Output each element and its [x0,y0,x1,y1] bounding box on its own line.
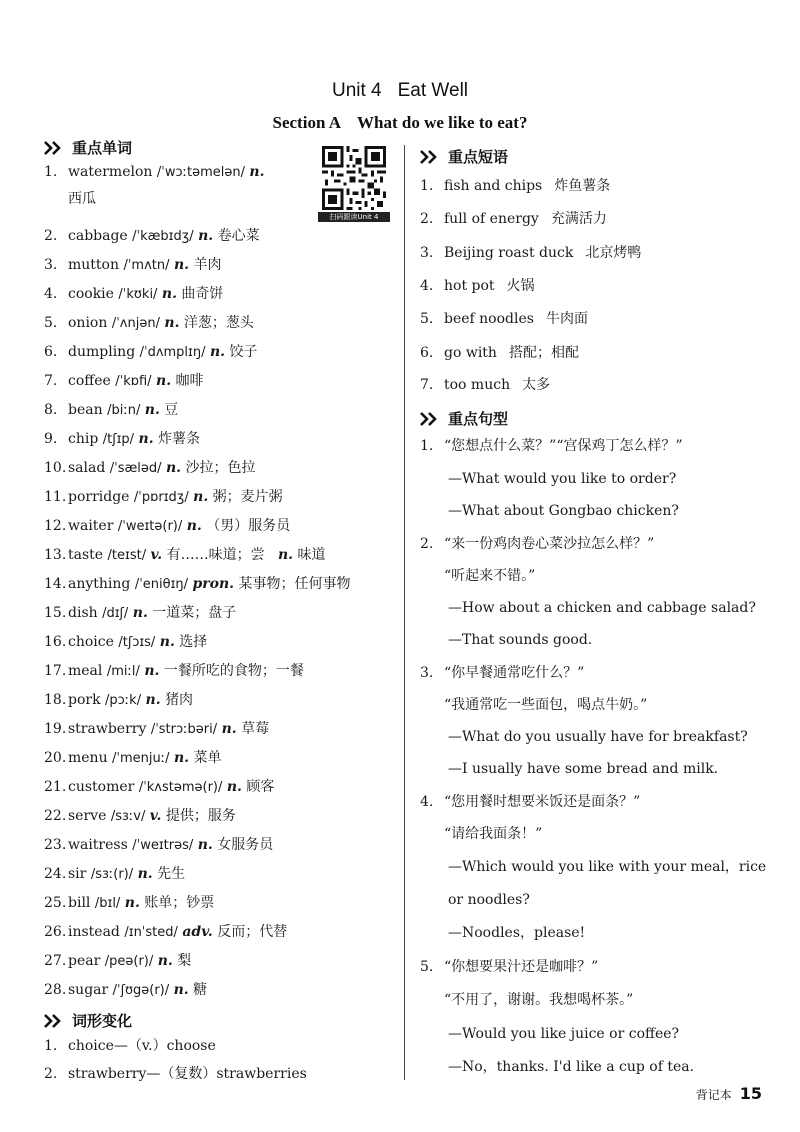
section-title [0,113,800,133]
qr-caption: 扫码跟读Unit 4 [318,212,390,222]
sentence-line: —Which would you like with your meal，rice [448,859,767,875]
section-label: Section A [272,113,341,132]
section-heading: What do we like to eat? [357,113,528,132]
phrase-item: 2. full of energy 充满活力 [420,211,607,227]
sentences-heading: 重点句型 [420,408,508,429]
vocab-item: 22. serve /sɜːv/ v. 提供；服务 [44,808,236,824]
vocab-item: 23. waitress /ˈweɪtrəs/ n. 女服务员 [44,837,274,853]
column-divider [404,145,405,1080]
vocab-item: 5. onion /ˈʌnjən/ n. 洋葱；葱头 [44,315,254,331]
vocab-item: 28. sugar /ˈʃʊgə(r)/ n. 糖 [44,982,208,998]
vocab-heading: 重点单词 [44,137,132,158]
sentence-line: —What would you like to order? [448,471,677,487]
footer-label: 背记本 [695,1088,732,1102]
phrase-item: 4. hot pot 火锅 [420,278,535,294]
page-footer [696,1084,762,1103]
double-chevron-icon [420,150,440,164]
sentence-line: —I usually have some bread and milk. [448,761,719,777]
phrase-item: 3. Beijing roast duck 北京烤鸭 [420,245,642,261]
sentence-item: 2. “来一份鸡肉卷心菜沙拉怎么样？” [420,536,655,552]
form-item: 2. strawberry—（复数）strawberries [44,1066,307,1082]
vocab-item: 3. mutton /ˈmʌtn/ n. 羊肉 [44,257,222,273]
sentence-line: —How about a chicken and cabbage salad? [448,600,756,616]
phrase-item: 7. too much 太多 [420,377,551,393]
sentence-item: 3. “你早餐通常吃什么？” [420,665,585,681]
vocab-item: 9. chip /tʃɪp/ n. 炸薯条 [44,431,201,447]
sentence-line: “请给我面条！” [444,826,543,842]
sentence-item: 5. “你想要果汁还是咖啡？” [420,959,599,975]
vocab-item: 11. porridge /ˈpɒrɪdʒ/ n. 粥；麦片粥 [44,489,283,505]
vocab-item: 1. watermelon /ˈwɔːtəmelən/ n. [44,164,265,180]
phrases-heading: 重点短语 [420,146,508,167]
vocab-item: 19. strawberry /ˈstrɔːbəri/ n. 草莓 [44,721,270,737]
sentence-item: 4. “您用餐时想要米饭还是面条？” [420,794,641,810]
phrase-item: 1. fish and chips 炸鱼薯条 [420,178,611,194]
vocab-item: 6. dumpling /ˈdʌmplɪŋ/ n. 饺子 [44,344,258,360]
sentence-line: “我通常吃一些面包，喝点牛奶。” [444,697,648,713]
vocab-item: 10. salad /ˈsæləd/ n. 沙拉；色拉 [44,460,256,476]
sentence-line: or noodles? [448,892,530,908]
sentence-line: —What about Gongbao chicken? [448,503,679,519]
vocab-item: 4. cookie /ˈkʊki/ n. 曲奇饼 [44,286,224,302]
unit-title [0,80,800,102]
vocab-item: 14. anything /ˈeniθɪŋ/ pron. 某事物；任何事物 [44,576,351,592]
vocab-item: 17. meal /miːl/ n. 一餐所吃的食物；一餐 [44,663,304,679]
sentence-item: 1. “您想点什么菜？”“宫保鸡丁怎么样？” [420,438,683,454]
form-item: 1. choice—（v.）choose [44,1038,216,1054]
unit-name: Eat Well [397,80,469,101]
vocab-item: 8. bean /biːn/ n. 豆 [44,402,179,418]
sentence-line: “听起来不错。” [444,568,536,584]
sentence-line: —Would you like juice or coffee? [448,1026,680,1042]
vocab-item: 12. waiter /ˈweɪtə(r)/ n. （男）服务员 [44,518,291,534]
sentence-line: —That sounds good. [448,632,593,648]
vocab-item: 15. dish /dɪʃ/ n. 一道菜；盘子 [44,605,237,621]
unit-label: Unit 4 [331,80,382,101]
vocab-item: 18. pork /pɔːk/ n. 猪肉 [44,692,194,708]
sentence-line: “不用了，谢谢。我想喝杯茶。” [444,992,634,1008]
sentence-line: —No，thanks. I'd like a cup of tea. [448,1059,695,1075]
vocab-item: 21. customer /ˈkʌstəmə(r)/ n. 顾客 [44,779,275,795]
vocab-item: 26. instead /ɪnˈsted/ adv. 反而；代替 [44,924,288,940]
vocab-item: 24. sir /sɜː(r)/ n. 先生 [44,866,186,882]
sentence-line: —What do you usually have for breakfast? [448,729,748,745]
vocab-item: 20. menu /ˈmenjuː/ n. 菜单 [44,750,222,766]
double-chevron-icon [44,1014,64,1028]
vocab-item: 7. coffee /ˈkɒfi/ n. 咖啡 [44,373,204,389]
vocab-item: 27. pear /peə(r)/ n. 梨 [44,953,192,969]
forms-heading: 词形变化 [44,1010,132,1031]
sentence-line: —Noodles，please! [448,925,586,941]
phrase-item: 5. beef noodles 牛肉面 [420,311,588,327]
double-chevron-icon [44,141,64,155]
vocab-item: 25. bill /bɪl/ n. 账单；钞票 [44,895,215,911]
vocab-item: 13. taste /teɪst/ v. 有……味道；尝 n. 味道 [44,547,326,563]
page-number: 15 [739,1084,762,1103]
vocab-item: 2. cabbage /ˈkæbɪdʒ/ n. 卷心菜 [44,228,260,244]
vocab-item: 16. choice /tʃɔɪs/ n. 选择 [44,634,208,650]
double-chevron-icon [420,412,440,426]
vocab-item-meaning: 西瓜 [68,191,96,207]
phrase-item: 6. go with 搭配；相配 [420,345,579,361]
